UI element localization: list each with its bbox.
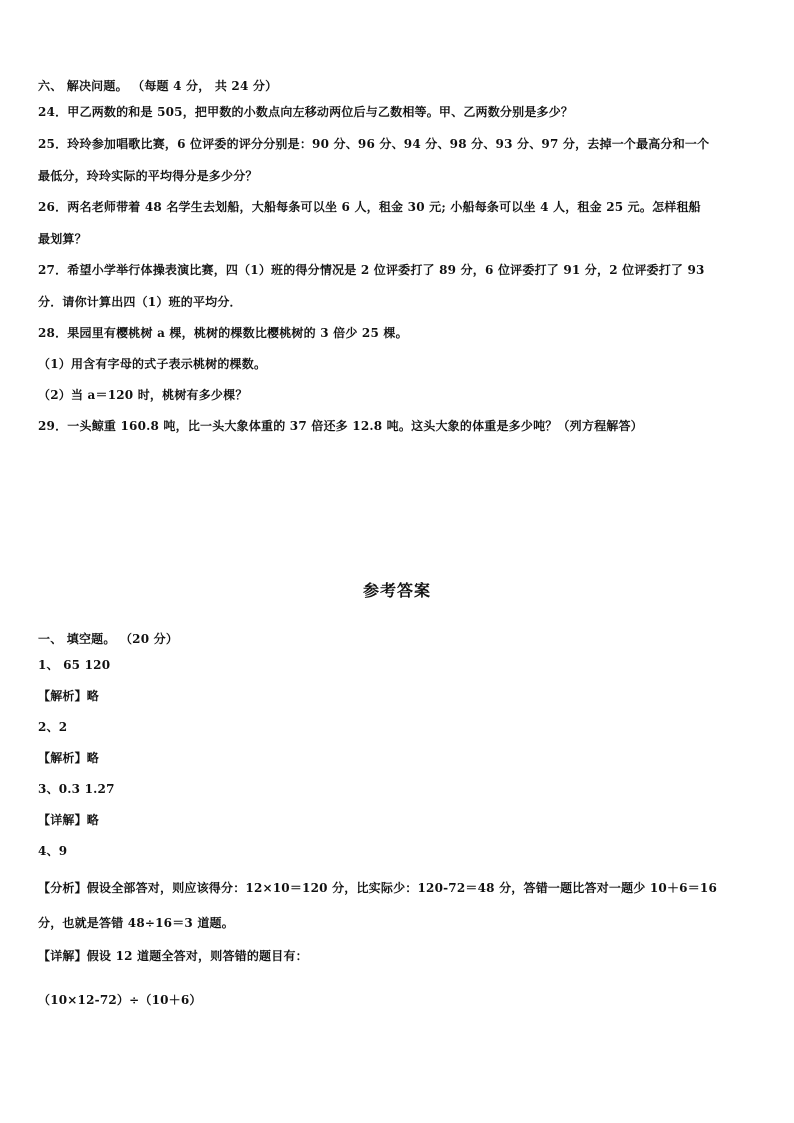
question-28-part-1: （1）用含有字母的式子表示桃树的棵数。 <box>38 357 267 371</box>
answer-3: 3、0.3 1.27 <box>38 782 115 796</box>
question-27-line-1: 27．希望小学举行体操表演比赛，四（1）班的得分情况是 2 位评委打了 89 分，6 位评委打了 91 分，2 位评委打了 93 <box>38 263 705 277</box>
answer-1-note: 【解析】略 <box>38 689 100 703</box>
question-28: 28．果园里有樱桃树 a 棵，桃树的棵数比樱桃树的 3 倍少 25 棵。 <box>38 326 408 340</box>
answer-2-note: 【解析】略 <box>38 751 100 765</box>
question-24: 24．甲乙两数的和是 505，把甲数的小数点向左移动两位后与乙数相等。甲、乙两数分别是多少？ <box>38 105 574 119</box>
question-26-line-2: 最划算？ <box>38 232 87 246</box>
question-25-line-2: 最低分，玲玲实际的平均得分是多少分？ <box>38 169 258 183</box>
question-29: 29．一头鲸重 160.8 吨，比一头大象体重的 37 倍还多 12.8 吨。这头大象的体重是多少吨？（列方程解答） <box>38 419 643 433</box>
answer-4: 4、9 <box>38 844 68 858</box>
question-26-line-1: 26．两名老师带着 48 名学生去划船，大船每条可以坐 6 人，租金 30 元; 小船每条可以坐 4 人，租金 25 元。怎样租船 <box>38 200 701 214</box>
answer-4-detail: 【详解】假设 12 道题全答对，则答错的题目有： <box>38 949 308 963</box>
question-25-line-1: 25．玲玲参加唱歌比赛，6 位评委的评分分别是：90 分、96 分、94 分、98 分、93 分、97 分，去掉一个最高分和一个 <box>38 137 710 151</box>
question-27-line-2: 分．请你计算出四（1）班的平均分． <box>38 295 242 309</box>
answer-4-formula: （10×12-72）÷（10＋6） <box>38 993 202 1007</box>
section-heading: 六、 解决问题。 （每题 4 分， 共 24 分） <box>38 79 278 93</box>
answer-section-heading: 一、 填空题。 （20 分） <box>38 632 179 646</box>
answers-title: 参考答案 <box>362 581 431 600</box>
answer-4-analysis-line-1: 【分析】假设全部答对，则应该得分：12×10＝120 分，比实际少：120-72＝48 分，答错一题比答对一题少 10＋6＝16 <box>38 881 718 895</box>
question-28-part-2: （2）当 a＝120 时，桃树有多少棵？ <box>38 388 248 402</box>
answer-1: 1、 65 120 <box>38 658 111 672</box>
answer-4-analysis-line-2: 分，也就是答错 48÷16＝3 道题。 <box>38 916 234 930</box>
answer-3-note: 【详解】略 <box>38 813 100 827</box>
answer-2: 2、2 <box>38 720 68 734</box>
